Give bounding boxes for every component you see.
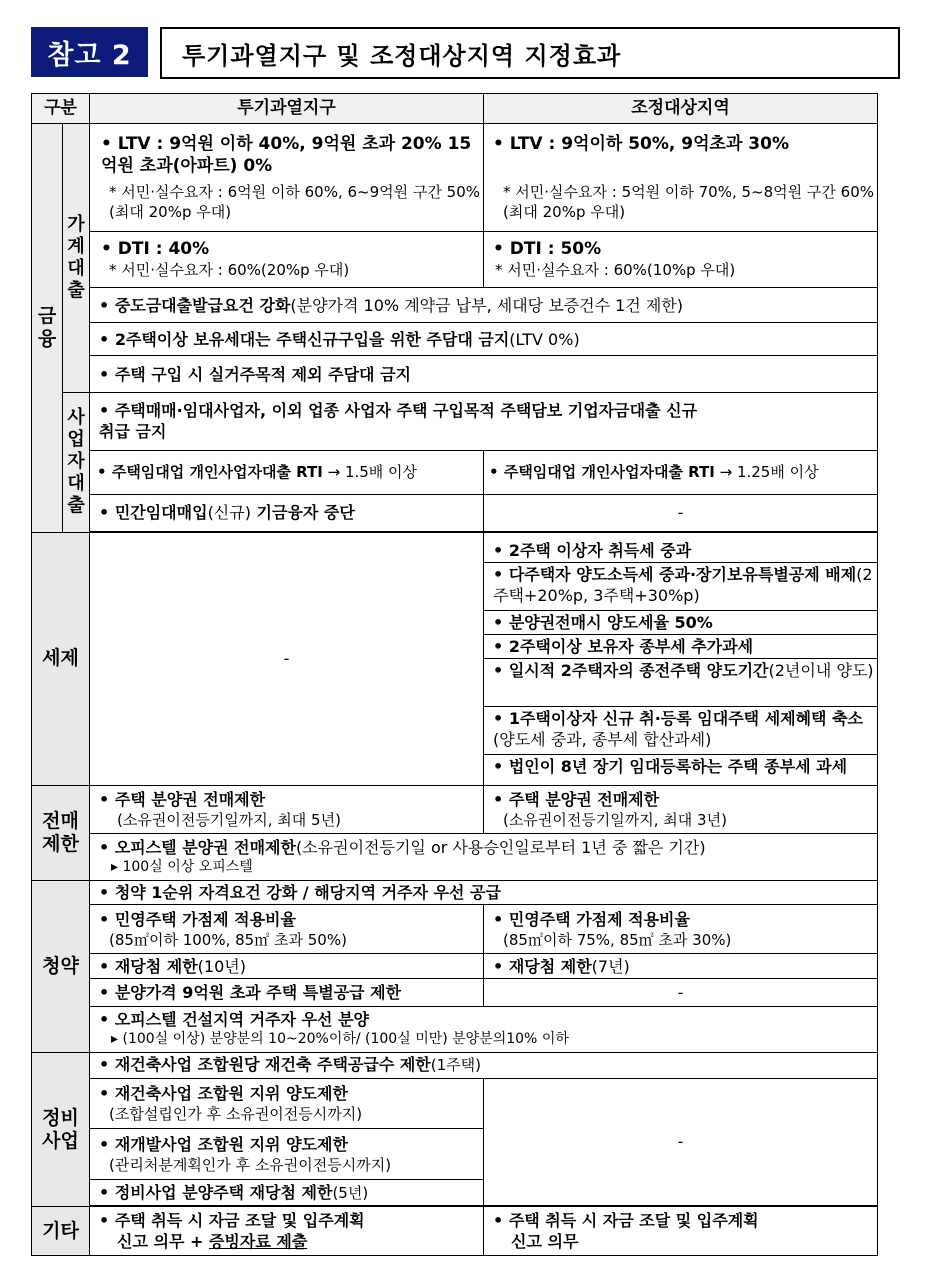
table-row bbox=[32, 1053, 878, 1078]
tax-item: • 다주택자 양도소득세 중과·장기보유특별공제 배제(2주택+20%p, 3주택+30%p) bbox=[484, 563, 877, 611]
table-row bbox=[32, 532, 878, 785]
category-business-loan: 사업자대출 bbox=[63, 392, 90, 532]
special-supply-adjusted-cell: - bbox=[484, 979, 878, 1006]
tax-item: • 법인이 8년 장기 임대등록하는 주택 종부세 과세 bbox=[493, 756, 848, 776]
table-row bbox=[32, 231, 878, 288]
midterm-loan-cell: • 중도금대출발급요건 강화(분양가격 10% 계약금 납부, 세대당 보증건수 1건 제한) bbox=[90, 288, 878, 322]
tax-item: • 일시적 2주택자의 종전주택 양도기간(2년이내 양도) bbox=[484, 659, 877, 707]
purchase-loan-cell: • 주택 구입 시 실거주목적 제외 주담대 금지 bbox=[90, 356, 878, 392]
table-row bbox=[32, 288, 878, 322]
category-subscription: 청약 bbox=[32, 881, 90, 1053]
redev-transfer-cell: • 재개발사업 조합원 지위 양도제한 (관리처분계획인가 후 소유권이전등시까지) bbox=[90, 1129, 484, 1180]
rewin-overheated-cell: • 재당첨 제한(10년) bbox=[90, 954, 484, 979]
rewin-adjusted-cell: • 재당첨 제한(7년) bbox=[484, 954, 878, 979]
etc-overheated-cell: • 주택 취득 시 자금 조달 및 입주계획 신고 의무 + 증빙자료 제출 bbox=[90, 1207, 484, 1256]
table-row bbox=[32, 979, 878, 1006]
recon-transfer-cell: • 재건축사업 조합원 지위 양도제한 (조합설립인가 후 소유권이전등시까지) bbox=[90, 1078, 484, 1129]
tax-item: • 1주택이상자 신규 취·등록 임대주택 세제혜택 축소(양도세 중과, 종부세 합산과세) bbox=[484, 707, 877, 755]
reference-badge: 참고 2 bbox=[31, 27, 148, 77]
category-tax: 세제 bbox=[32, 532, 90, 785]
category-etc: 기타 bbox=[32, 1207, 90, 1256]
rti-adjusted-cell: • 주택임대업 개인사업자대출 RTI → 1.25배 이상 bbox=[484, 450, 878, 495]
business-purchase-cell: • 주택매매·임대사업자, 이외 업종 사업자 주택 구입목적 주택담보 기업자금대출 신규 취급 금지 bbox=[90, 392, 878, 450]
header-category: 구분 bbox=[32, 94, 90, 124]
table-row bbox=[32, 1207, 878, 1256]
tax-item: • 2주택이상 보유자 종부세 추가과세 bbox=[484, 635, 877, 659]
table-row bbox=[32, 834, 878, 881]
point-system-overheated-cell: • 민영주택 가점제 적용비율 (85㎡이하 100%, 85㎡ 초과 50%) bbox=[90, 905, 484, 954]
table-row bbox=[32, 785, 878, 834]
category-household-loan: 가계대출 bbox=[63, 124, 90, 392]
officetel-subscription-cell: • 오피스텔 건설지역 거주자 우선 분양 ▸ (100실 이상) 분양분의 10~20%이하/ (100실 미만) 분양분의10% 이하 bbox=[90, 1006, 878, 1053]
point-system-adjusted-cell: • 민영주택 가점제 적용비율 (85㎡이하 75%, 85㎡ 초과 30%) bbox=[484, 905, 878, 954]
designation-effects-table bbox=[31, 93, 878, 1256]
table-row bbox=[32, 1006, 878, 1053]
recon-supply-cell: • 재건축사업 조합원당 재건축 주택공급수 제한(1주택) bbox=[90, 1053, 878, 1078]
category-resale: 전매제한 bbox=[32, 785, 90, 880]
private-rent-cell: • 민간임대매입(신규) 기금융자 중단 bbox=[90, 495, 484, 531]
header-adjusted: 조정대상지역 bbox=[484, 94, 878, 124]
category-redevelopment: 정비사업 bbox=[32, 1053, 90, 1207]
tax-item: • 분양권전매시 양도세율 50% bbox=[484, 611, 877, 635]
redevelopment-adjusted-cell: - bbox=[484, 1078, 878, 1206]
ltv-adjusted-cell: • LTV : 9억이하 50%, 9억초과 30% * 서민·실수요자 : 5억원 이하 70%, 5~8억원 구간 60%(최대 20%p 우대) bbox=[484, 124, 878, 231]
table-row bbox=[32, 905, 878, 954]
resale-overheated-cell: • 주택 분양권 전매제한 (소유권이전등기일까지, 최대 5년) bbox=[90, 785, 484, 834]
two-house-loan-cell: • 2주택이상 보유세대는 주택신규구입을 위한 주담대 금지(LTV 0%) bbox=[90, 322, 878, 355]
category-finance: 금융 bbox=[32, 124, 63, 532]
table-row bbox=[32, 124, 878, 231]
tax-item: • 2주택 이상자 취득세 중과 bbox=[484, 539, 877, 563]
etc-adjusted-cell: • 주택 취득 시 자금 조달 및 입주계획 신고 의무 bbox=[484, 1207, 878, 1256]
tax-overheated-cell: - bbox=[90, 532, 484, 785]
table-row bbox=[32, 356, 878, 392]
resale-adjusted-cell: • 주택 분양권 전매제한 (소유권이전등기일까지, 최대 3년) bbox=[484, 785, 878, 834]
ltv-overheated-cell: • LTV : 9억원 이하 40%, 9억원 초과 20% 15억원 초과(아파트) 0% * 서민·실수요자 : 6억원 이하 60%, 6~9억원 구간 50%(최대 20%p 우대) bbox=[90, 124, 484, 231]
tax-adjusted-cell bbox=[484, 532, 878, 785]
dti-adjusted-cell: • DTI : 50% * 서민·실수요자 : 60%(10%p 우대) bbox=[484, 231, 878, 288]
header-overheated: 투기과열지구 bbox=[90, 94, 484, 124]
table-row bbox=[32, 954, 878, 979]
table-header-row bbox=[32, 94, 878, 124]
first-rank-cell: • 청약 1순위 자격요건 강화 / 해당지역 거주자 우선 공급 bbox=[90, 881, 878, 905]
dti-overheated-cell: • DTI : 40% * 서민·실수요자 : 60%(20%p 우대) bbox=[90, 231, 484, 288]
table-row bbox=[32, 881, 878, 905]
page-title: 투기과열지구 및 조정대상지역 지정효과 bbox=[160, 27, 900, 79]
special-supply-cell: • 분양가격 9억원 초과 주택 특별공급 제한 bbox=[90, 979, 484, 1006]
rti-overheated-cell: • 주택임대업 개인사업자대출 RTI → 1.5배 이상 bbox=[90, 450, 484, 495]
redevelopment-rewin-cell: • 정비사업 분양주택 재당첨 제한(5년) bbox=[90, 1179, 484, 1205]
table-row bbox=[32, 1078, 878, 1129]
table-row bbox=[32, 495, 878, 531]
private-rent-adjusted-cell: - bbox=[484, 495, 878, 531]
table-row bbox=[32, 450, 878, 495]
table-row bbox=[32, 322, 878, 355]
table-row bbox=[32, 392, 878, 450]
officetel-resale-cell: • 오피스텔 분양권 전매제한(소유권이전등기일 or 사용승인일로부터 1년 중 짧은 기간) ▸ 100실 이상 오피스텔 bbox=[90, 834, 878, 881]
